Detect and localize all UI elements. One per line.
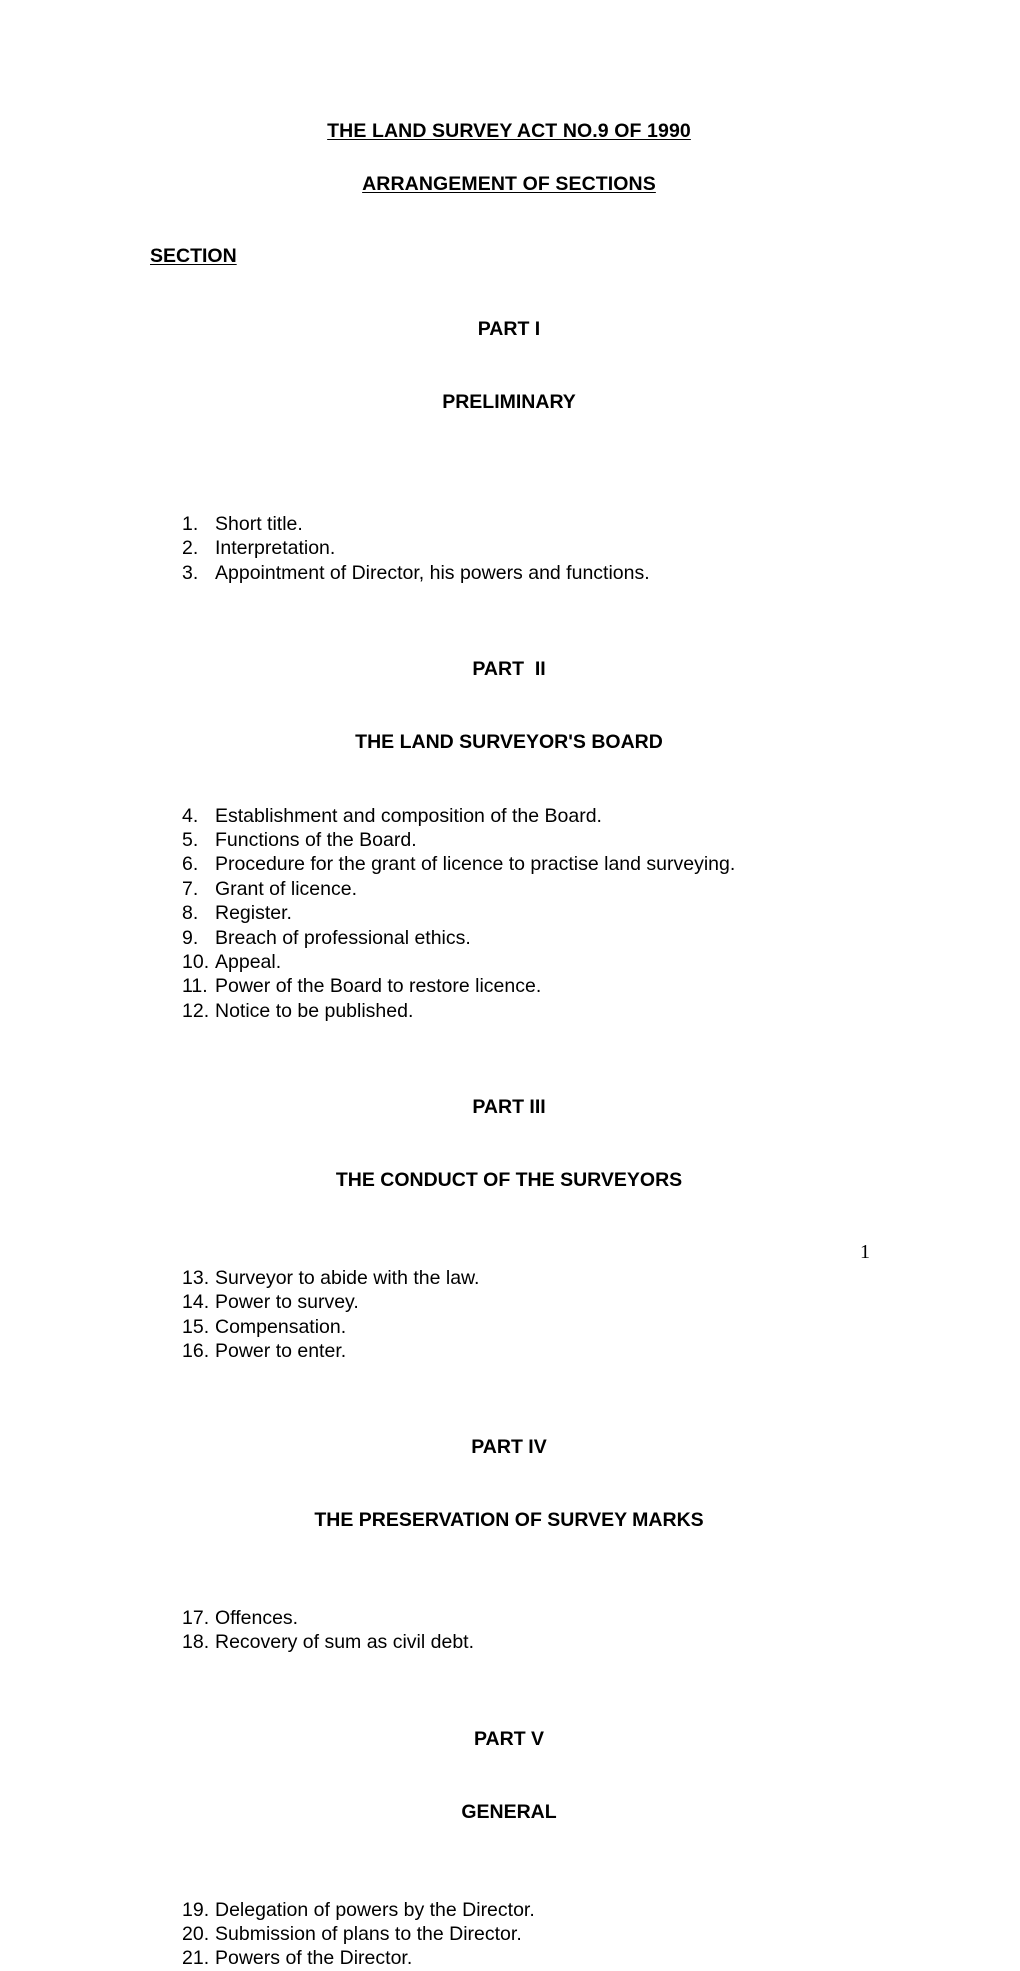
list-item bbox=[150, 999, 868, 1023]
list-item-number: 21. bbox=[182, 1947, 210, 1970]
list-item bbox=[150, 1266, 868, 1290]
list-item-number: 6. bbox=[182, 853, 199, 876]
list-item bbox=[150, 1946, 868, 1970]
list-item bbox=[150, 536, 868, 560]
list-item bbox=[150, 1630, 868, 1654]
part-number-5: PART V bbox=[473, 1727, 545, 1750]
list-item-label: Power to enter. bbox=[215, 1340, 347, 1363]
list-item bbox=[150, 1898, 868, 1922]
list-item-label: Register. bbox=[215, 902, 292, 925]
list-item-label: Compensation. bbox=[215, 1315, 347, 1338]
list-item-number: 7. bbox=[182, 877, 199, 900]
section-list-part-2 bbox=[150, 804, 868, 1024]
list-item-label: Procedure for the grant of licence to practise land surveying. bbox=[215, 853, 736, 876]
list-item bbox=[150, 950, 868, 974]
part-name-2: THE LAND SURVEYOR'S BOARD bbox=[355, 731, 663, 754]
list-item bbox=[150, 1315, 868, 1339]
page-number: 1 bbox=[860, 1241, 870, 1263]
list-item-label: Notice to be published. bbox=[215, 999, 414, 1022]
list-item-number: 14. bbox=[182, 1291, 210, 1314]
spacer bbox=[150, 1241, 868, 1265]
document-subtitle-text: ARRANGEMENT OF SECTIONS bbox=[362, 173, 656, 195]
list-item-number: 3. bbox=[182, 561, 199, 584]
list-item bbox=[150, 901, 868, 925]
list-item bbox=[150, 877, 868, 901]
list-item-number: 19. bbox=[182, 1898, 210, 1921]
list-item-label: Offences. bbox=[215, 1607, 299, 1630]
list-item-label: Short title. bbox=[215, 513, 303, 536]
spacer bbox=[150, 463, 868, 512]
part-name-4: THE PRESERVATION OF SURVEY MARKS bbox=[314, 1509, 704, 1532]
list-item-label: Surveyor to abide with the law. bbox=[215, 1266, 480, 1289]
spacer bbox=[150, 1873, 868, 1897]
list-item bbox=[150, 852, 868, 876]
list-item-number: 4. bbox=[182, 804, 199, 827]
document-body bbox=[150, 0, 868, 1971]
list-item-number: 2. bbox=[182, 537, 199, 560]
part-number-3: PART III bbox=[472, 1095, 546, 1118]
part-heading-1 bbox=[150, 268, 868, 463]
part-heading-4 bbox=[150, 1386, 868, 1581]
section-column-label-text: SECTION bbox=[150, 245, 237, 267]
list-item-number: 5. bbox=[182, 828, 199, 851]
list-item-number: 13. bbox=[182, 1266, 210, 1289]
list-item-label: Appointment of Director, his powers and functions. bbox=[215, 561, 650, 584]
list-item-label: Appeal. bbox=[215, 950, 282, 973]
document-title bbox=[150, 119, 868, 143]
section-list-part-4 bbox=[150, 1606, 868, 1655]
list-item-label: Recovery of sum as civil debt. bbox=[215, 1631, 475, 1654]
list-item bbox=[150, 1922, 868, 1946]
part-number-4: PART IV bbox=[471, 1436, 547, 1459]
part-number-2: PART II bbox=[472, 658, 546, 681]
list-item-label: Breach of professional ethics. bbox=[215, 926, 471, 949]
spacer bbox=[150, 1582, 868, 1606]
list-item-number: 11. bbox=[182, 975, 208, 998]
list-item bbox=[150, 1290, 868, 1314]
list-item bbox=[150, 1606, 868, 1630]
list-item-number: 15. bbox=[182, 1315, 210, 1338]
list-item-label: Establishment and composition of the Board. bbox=[215, 804, 602, 827]
part-heading-2 bbox=[150, 608, 868, 803]
spacer bbox=[150, 1655, 868, 1678]
part-number-1: PART I bbox=[477, 317, 541, 340]
list-item bbox=[150, 926, 868, 950]
list-item-number: 8. bbox=[182, 902, 199, 925]
list-item-number: 10. bbox=[182, 950, 210, 973]
list-item-number: 18. bbox=[182, 1631, 210, 1654]
list-item-label: Functions of the Board. bbox=[215, 828, 417, 851]
part-name-5: GENERAL bbox=[461, 1800, 557, 1823]
list-item-number: 9. bbox=[182, 926, 199, 949]
list-item bbox=[150, 512, 868, 536]
list-item-number: 17. bbox=[182, 1607, 210, 1630]
list-item bbox=[150, 828, 868, 852]
section-list-part-3 bbox=[150, 1266, 868, 1364]
part-heading-3 bbox=[150, 1046, 868, 1241]
section-list-part-5 bbox=[150, 1898, 868, 1971]
part-name-1: PRELIMINARY bbox=[442, 391, 576, 414]
list-item-label: Power to survey. bbox=[215, 1291, 359, 1314]
list-item-number: 20. bbox=[182, 1922, 210, 1945]
list-item-number: 1. bbox=[182, 513, 199, 536]
list-item-number: 16. bbox=[182, 1340, 210, 1363]
list-item-label: Submission of plans to the Director. bbox=[215, 1922, 522, 1945]
document-subtitle bbox=[150, 172, 868, 196]
spacer bbox=[150, 585, 868, 608]
list-item-label: Powers of the Director. bbox=[215, 1947, 413, 1970]
spacer bbox=[150, 1363, 868, 1386]
list-item bbox=[150, 561, 868, 585]
list-item bbox=[150, 1339, 868, 1363]
list-item bbox=[150, 804, 868, 828]
section-list-part-1 bbox=[150, 512, 868, 585]
list-item-label: Delegation of powers by the Director. bbox=[215, 1898, 535, 1921]
list-item bbox=[150, 974, 868, 998]
document-title-text: THE LAND SURVEY ACT NO.9 OF 1990 bbox=[327, 120, 691, 142]
part-heading-5 bbox=[150, 1678, 868, 1873]
spacer bbox=[150, 1023, 868, 1046]
part-name-3: THE CONDUCT OF THE SURVEYORS bbox=[335, 1169, 683, 1192]
section-column-label bbox=[150, 244, 868, 268]
list-item-label: Grant of licence. bbox=[215, 877, 357, 900]
list-item-label: Power of the Board to restore licence. bbox=[215, 975, 542, 998]
list-item-label: Interpretation. bbox=[215, 537, 336, 560]
list-item-number: 12. bbox=[182, 999, 210, 1022]
